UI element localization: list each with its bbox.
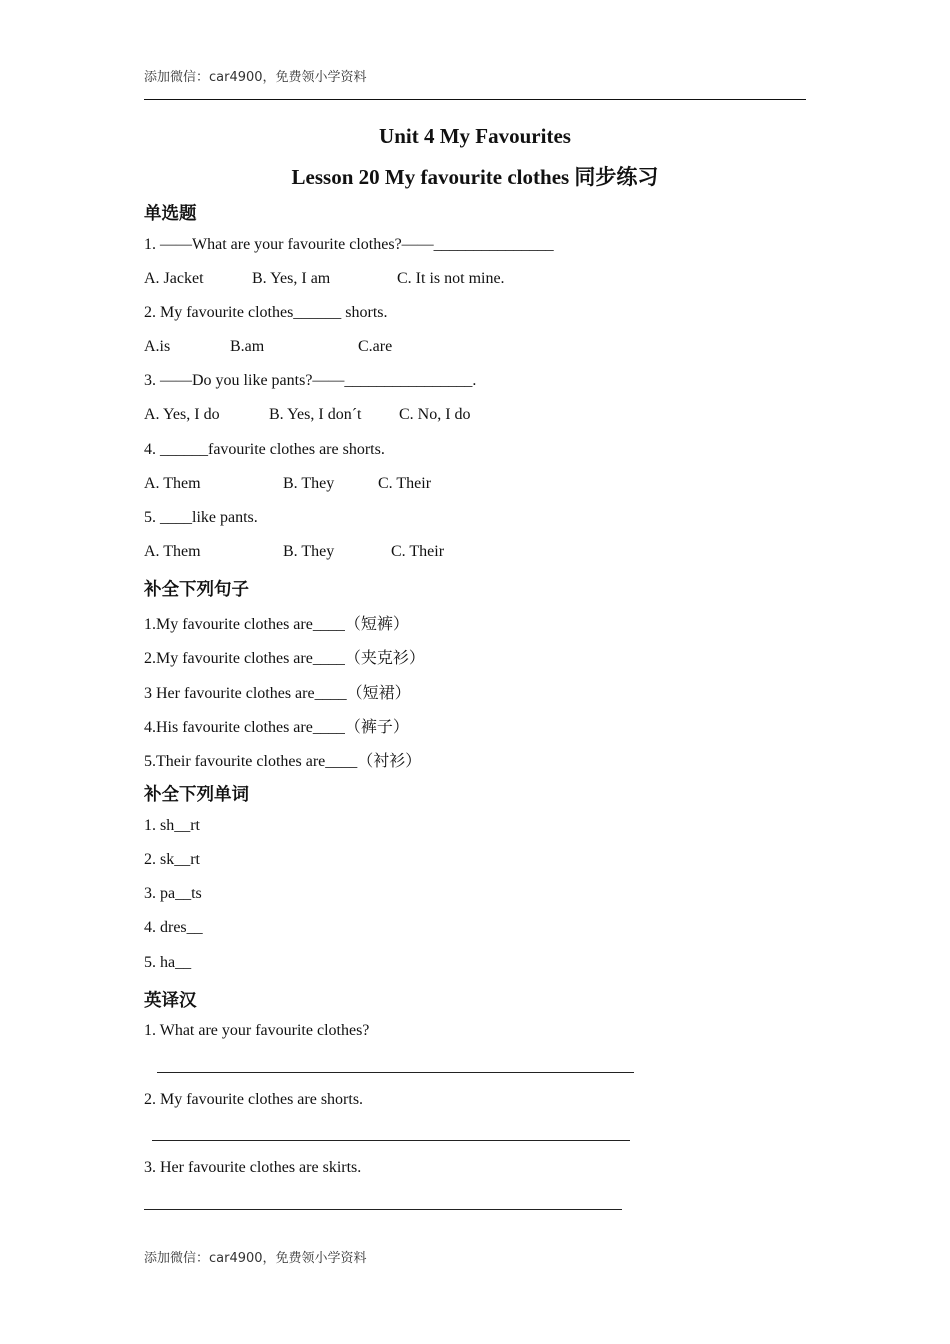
option-a: A. Yes, I do [144, 406, 220, 423]
word-item: 1. sh__rt [144, 817, 200, 834]
translate-item: 3. Her favourite clothes are skirts. [144, 1159, 362, 1176]
option-b: B. Yes, I don´t [269, 406, 362, 423]
section-heading-complete-sentences: 补全下列句子 [144, 580, 249, 600]
word-item: 3. pa__ts [144, 885, 202, 902]
section-heading-translate: 英译汉 [144, 991, 197, 1011]
section-heading-complete-words: 补全下列单词 [144, 785, 249, 805]
option-b: B. They [283, 543, 335, 560]
question-stem: 2. My favourite clothes______ shorts. [144, 304, 388, 321]
answer-line [152, 1140, 630, 1141]
answer-line [144, 1209, 622, 1210]
sentence-item: 3 Her favourite clothes are____（短裙） [144, 685, 411, 702]
word-item: 5. ha__ [144, 954, 192, 971]
question-stem: 3. ——Do you like pants?——________________. [144, 372, 477, 389]
translate-item: 2. My favourite clothes are shorts. [144, 1091, 364, 1108]
option-b: B. They [283, 475, 335, 492]
page-title: Unit 4 My Favourites [379, 124, 571, 148]
answer-line [157, 1072, 634, 1073]
header-note: 添加微信：car4900，免费领小学资料 [144, 70, 367, 85]
sentence-item: 5.Their favourite clothes are____（衬衫） [144, 753, 422, 770]
sentence-item: 1.My favourite clothes are____（短裤） [144, 616, 409, 633]
page-subtitle: Lesson 20 My favourite clothes 同步练习 [291, 165, 659, 189]
option-c: C.are [358, 338, 393, 355]
header-divider [144, 99, 806, 100]
option-c: C. It is not mine. [397, 270, 505, 287]
sentence-item: 2.My favourite clothes are____（夹克衫） [144, 650, 425, 667]
option-b: B. Yes, I am [252, 270, 331, 287]
word-item: 4. dres__ [144, 919, 203, 936]
question-stem: 5. ____like pants. [144, 509, 258, 526]
footer-note: 添加微信：car4900，免费领小学资料 [144, 1251, 367, 1266]
option-a: A. Jacket [144, 270, 204, 287]
option-a: A.is [144, 338, 171, 355]
section-heading-multiple-choice: 单选题 [144, 204, 197, 224]
option-b: B.am [230, 338, 265, 355]
option-a: A. Them [144, 475, 201, 492]
translate-item: 1. What are your favourite clothes? [144, 1022, 370, 1039]
option-a: A. Them [144, 543, 201, 560]
question-stem: 4. ______favourite clothes are shorts. [144, 441, 385, 458]
sentence-item: 4.His favourite clothes are____（裤子） [144, 719, 409, 736]
option-c: C. No, I do [399, 406, 471, 423]
word-item: 2. sk__rt [144, 851, 200, 868]
question-stem: 1. ——What are your favourite clothes?——_______________ [144, 236, 554, 253]
option-c: C. Their [391, 543, 445, 560]
option-c: C. Their [378, 475, 432, 492]
